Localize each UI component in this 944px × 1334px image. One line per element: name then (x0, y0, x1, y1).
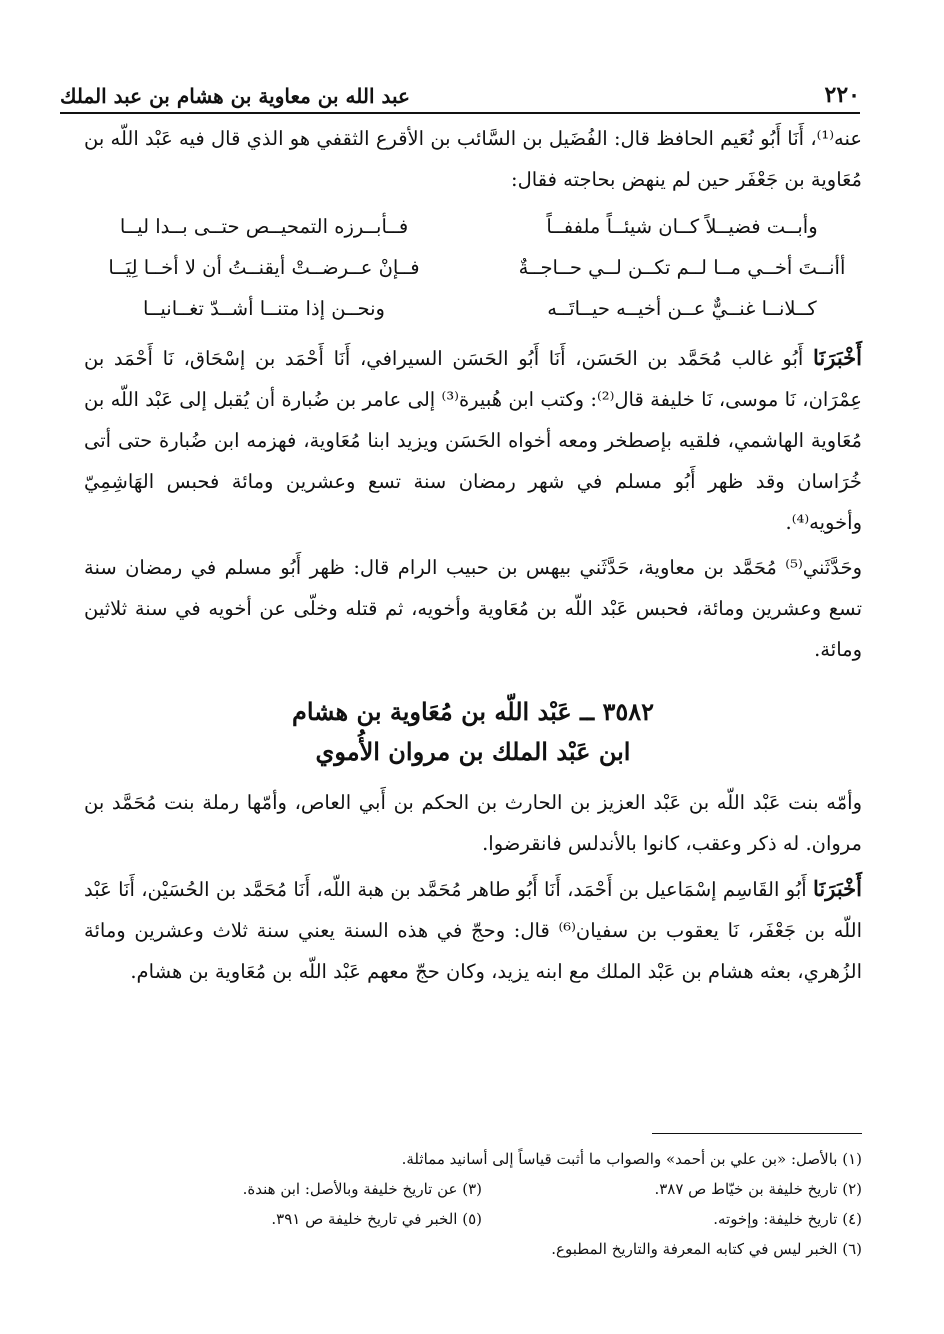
footnote-5: (٥) الخبر في تاريخ خليفة ص ٣٩١. (271, 1210, 482, 1228)
page-number: ٢٢٠ (824, 82, 860, 108)
paragraph-text: أَبُو القَاسِم إسْمَاعيل بن أَحْمَد، أَنَا أَبُو طاهر مُحَمَّد بن هبة اللّه، أَنَا مُحَمَّد بن الحُسَيْن، أَنَا عَبْد اللّه بن جَعْفَر، نَا يعقوب بن سفيان⁽⁶⁾ قال: وحجّ في هذه السنة يعني سنة ثلاث وعشرين ومائة الزُهري، بعثه هشام بن عَبْد الملك مع ابنه يزيد، وكان حجّ معهم عَبْد اللّه بن مُعَاوية بن هشام. (84, 878, 862, 983)
footnote-4: (٤) تاريخ خليفة: وإخوته. (713, 1210, 862, 1228)
verse-second-hemistich: فــإنْ عــرضــتْ أيقنــتُ أن لا أخــا لِيَــا (108, 256, 420, 279)
verse-first-hemistich: أأنــتَ أخــي مــا لــم تكــن لــي حــاجــةٌ (518, 256, 846, 279)
poem-verse (84, 247, 862, 288)
footnote-6: (٦) الخبر ليس في كتابه المعرفة والتاريخ المطبوع. (551, 1240, 862, 1258)
footnote-3: (٣) عن تاريخ خليفة وبالأصل: ابن هندة. (242, 1180, 482, 1198)
paragraph-2 (84, 337, 862, 543)
footnote-2: (٢) تاريخ خليفة بن خيّاط ص ٣٨٧. (654, 1180, 862, 1198)
footnotes (82, 1144, 862, 1264)
verse-first-hemistich: وأبــت فضيــلاً كــان شيئــاً ملففــاً (546, 215, 818, 238)
paragraph-4: وأمّه بنت عَبْد اللّه بن عَبْد العزيز بن الحارث بن الحكم بن أَبي العاص، وأمّها رملة بنت مُحَمَّد بن مروان. له ذكر وعقب، كانوا بالأندلس فانقرضوا. (84, 791, 862, 855)
footnote-1: (١) بالأصل: «بن علي بن أحمد» والصواب ما أثبت قياساً إلى أسانيد مماثلة. (401, 1150, 862, 1168)
poem-verse (84, 288, 862, 329)
entry-heading-line-2: ابن عَبْد الملك بن مروان الأُموي (315, 737, 631, 766)
verse-second-hemistich: ونحــن إذا متنــا أشــدّ تغــانيــا (143, 297, 385, 320)
page-header (60, 70, 860, 114)
footnote-row (82, 1144, 862, 1174)
paragraph-text: أَبُو غالب مُحَمَّد بن الحَسَن، أَنَا أَبُو الحَسَن السيرافي، أَنَا أَحْمَد بن إسْحَاق، نَا أَحْمَد بن عِمْرَان، نَا موسى، نَا خليفة قال⁽²⁾: وكتب ابن هُبيرة⁽³⁾ إلى عامر بن ضُبارة أن يُقبل إلى عَبْد اللّه بن مُعَاوية الهاشمي، فلقيه بإصطخر ومعه أخواه الحَسَن ويزيد ابنا مُعَاوية، فهزمه ابن ضُبارة حتى أتى خُرَاسان وقد ظهر أَبُو مسلم في شهر رمضان سنة تسع وعشرين ومائة فحبس الهَاشِمِيّ وأخويه⁽⁴⁾. (84, 347, 862, 534)
entry-heading-line-1: ٣٥٨٢ ــ عَبْد اللّه بن مُعَاوية بن هشام (291, 697, 655, 726)
footnote-row (82, 1234, 862, 1264)
paragraph-1: عنه⁽¹⁾، أَنَا أَبُو نُعَيم الحافظ قال: الفُضَيل بن السَّائب بن الأقرع الثقفي هو الذي قال فيه عَبْد اللّه بن مُعَاوية بن جَعْفَر حين لم ينهض بحاجته فقال: (84, 127, 862, 191)
verse-first-hemistich: كــلانــا غنــيٌّ عــن أخيــه حيــاتَــه (547, 297, 817, 320)
footnote-row (82, 1204, 862, 1234)
footnote-row (82, 1174, 862, 1204)
verse-second-hemistich: فــأبــرزه التمحيــص حتــى بــدا ليــا (119, 215, 409, 238)
poem-verse (84, 206, 862, 247)
poem (84, 206, 862, 329)
paragraph-lead-word: أَخْبَرَنَا (813, 345, 862, 370)
running-title: عبد الله بن معاوية بن هشام بن عبد الملك (60, 84, 410, 108)
footnote-separator (652, 1133, 862, 1134)
main-text (84, 118, 862, 992)
entry-heading (84, 692, 862, 772)
paragraph-5 (84, 868, 862, 992)
paragraph-lead-word: أَخْبَرَنَا (813, 876, 862, 901)
paragraph-3: وحَدَّثَني⁽⁵⁾ مُحَمَّد بن معاوية، حَدَّثَني بيهس بن حبيب الرام قال: ظهر أَبُو مسلم في رمضان سنة تسع وعشرين ومائة، فحبس عَبْد اللّه بن مُعَاوية وأخويه، ثم قتله وخلّى عن أخويه في سنة ثلاثين ومائة. (84, 556, 862, 661)
